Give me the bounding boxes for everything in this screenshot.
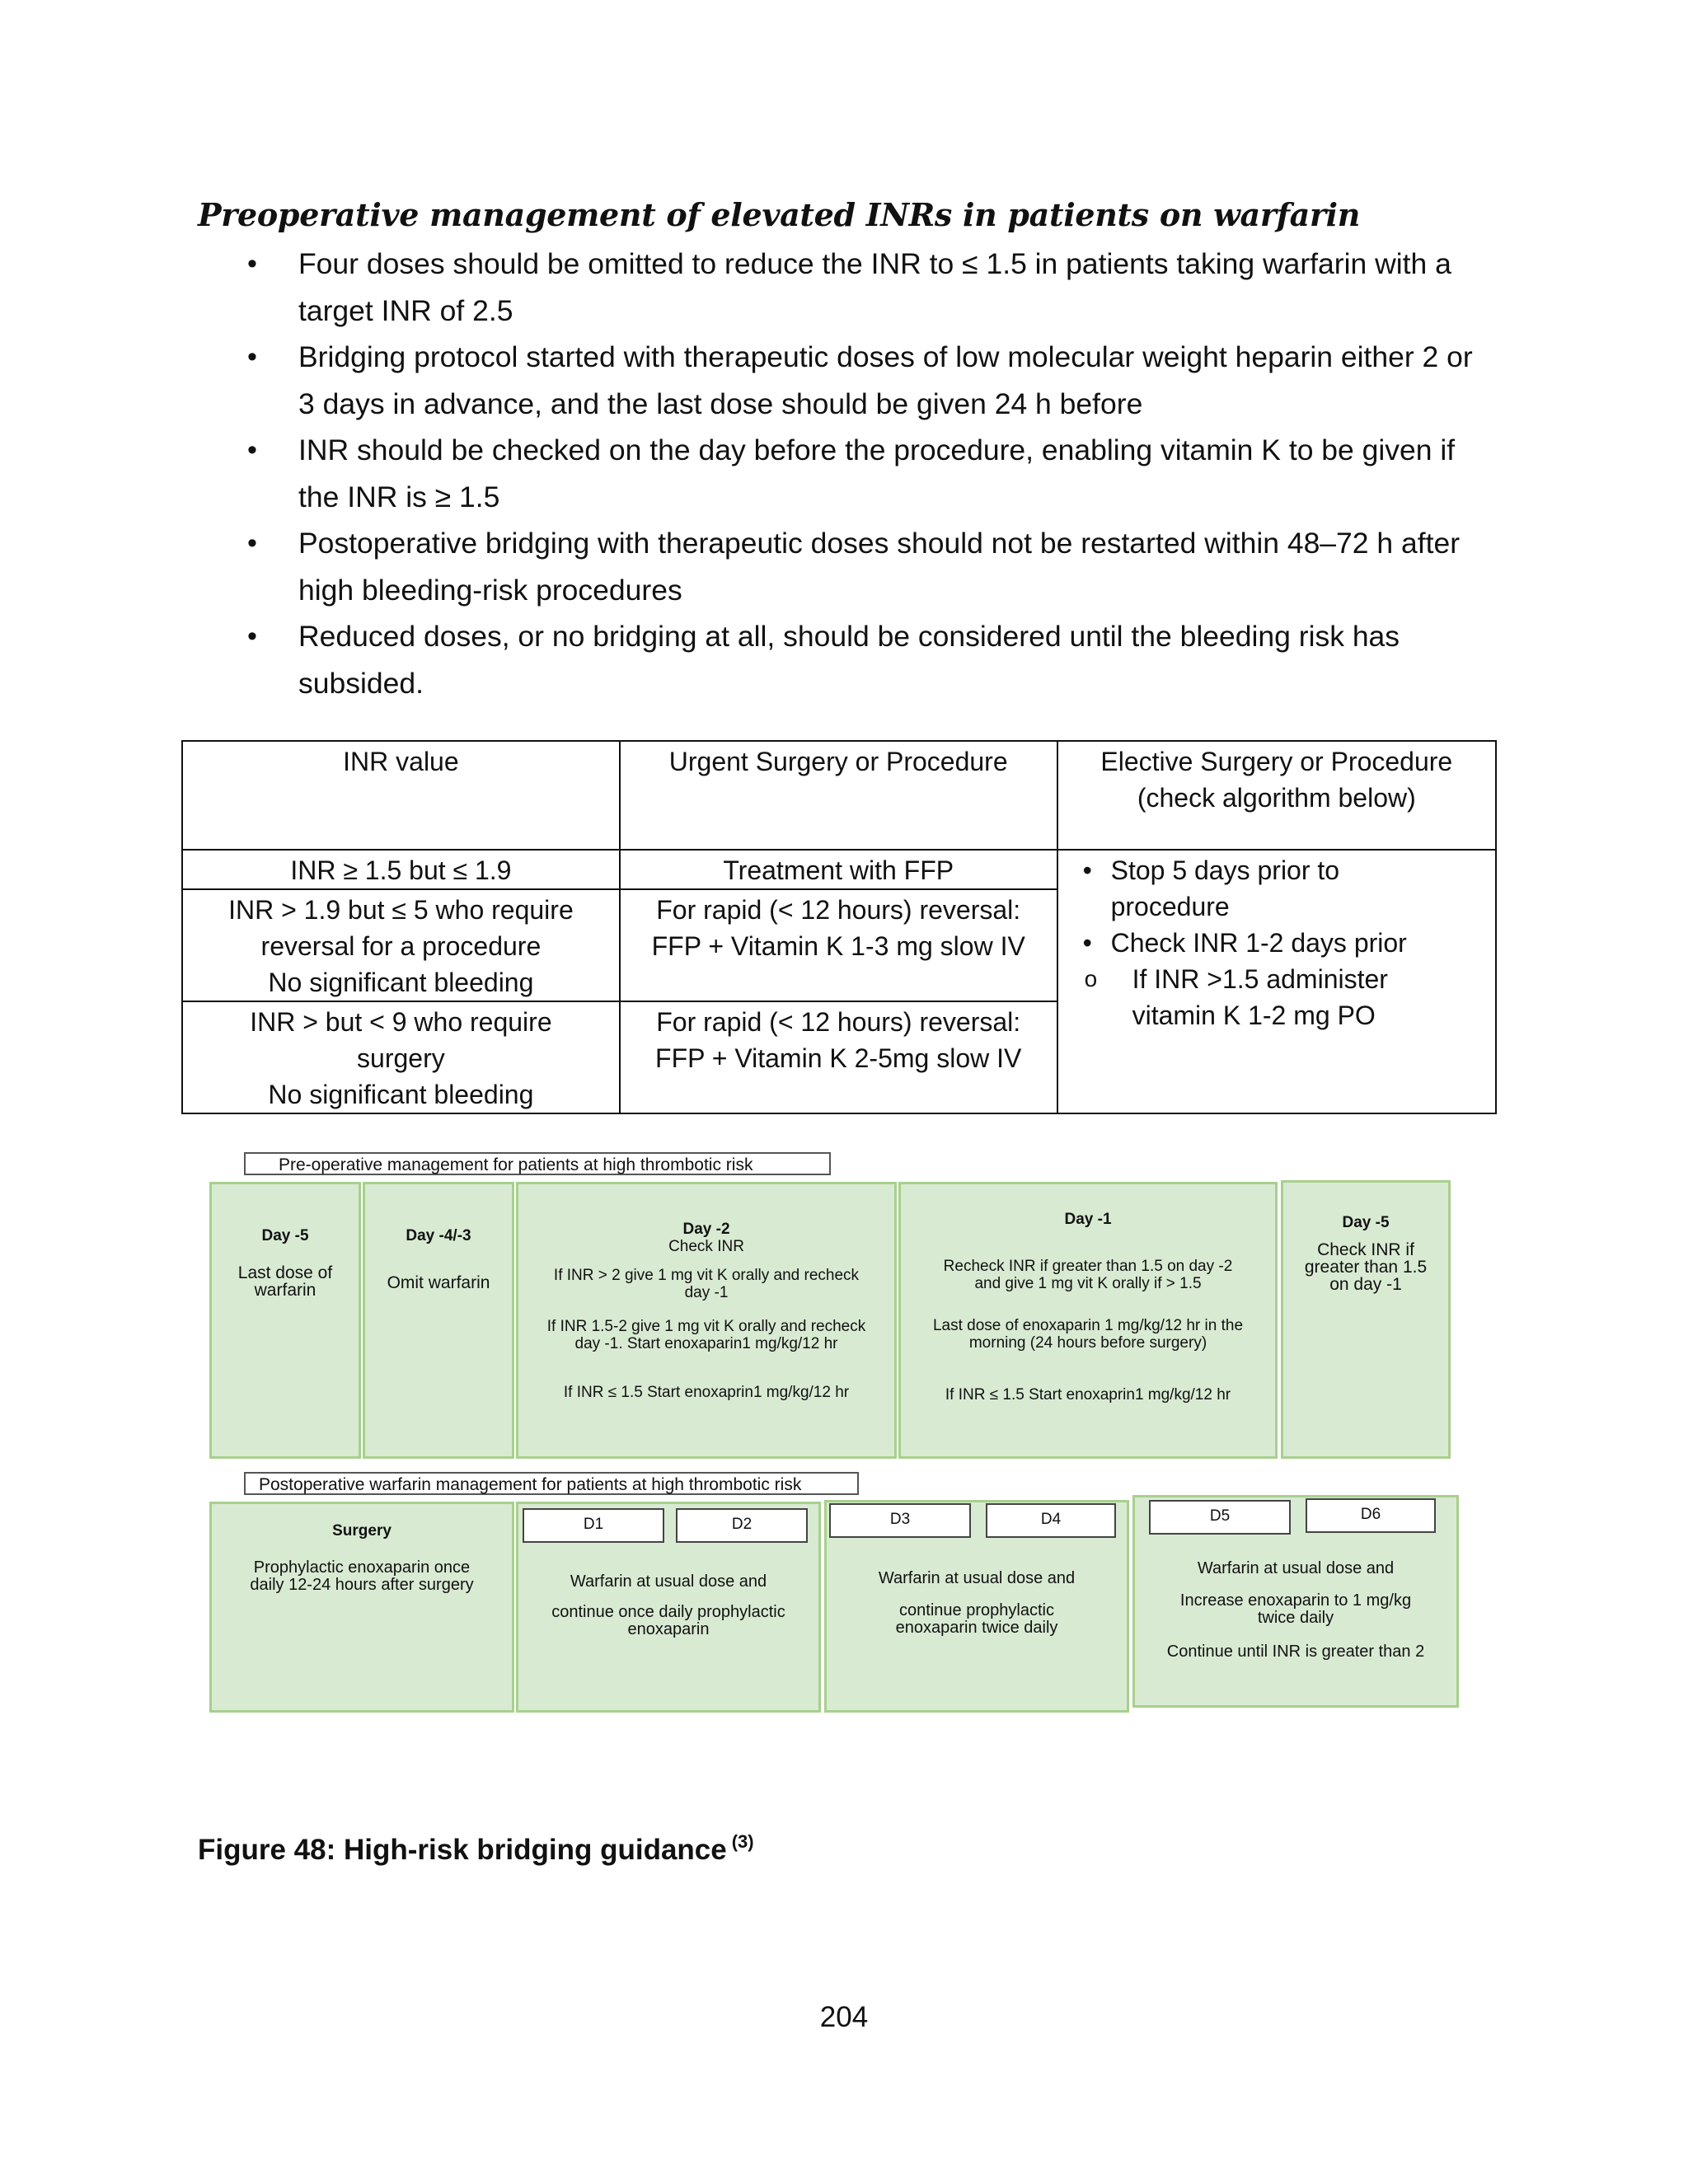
header-text: Urgent Surgery or Procedure [668, 747, 1008, 776]
day-label-d4: D4 [986, 1503, 1116, 1538]
table-row [182, 850, 1496, 889]
bullet-item: • Reduced doses, or no bridging at all, should be considered until the bleeding risk has subsided. [247, 613, 1484, 706]
preop-box-day-minus-4-3 [363, 1182, 514, 1459]
box-text: Last dose of [237, 1263, 333, 1282]
cell-urgent [620, 850, 1057, 889]
bullet-item: • Bridging protocol started with therapeutic doses of low molecular weight heparin either 2 or 3 days in advance, and the last dose should be given 24 h before [247, 334, 1484, 427]
cell-text: No significant bleeding [268, 1080, 534, 1109]
cell-text: surgery [357, 1043, 445, 1073]
box-text: greater than 1.5 [1304, 1258, 1428, 1277]
cell-inr [182, 850, 620, 889]
cell-urgent [620, 1001, 1057, 1113]
day-label-d3: D3 [829, 1503, 971, 1538]
box-day-label: Day -2 [682, 1221, 730, 1238]
box-text: Warfarin at usual dose and [1197, 1559, 1395, 1577]
box-day-label: Day -5 [1342, 1214, 1390, 1231]
header-subtext: (check algorithm below) [1137, 783, 1416, 813]
preop-box-day-minus-2 [516, 1182, 897, 1459]
bullet-item: • Postoperative bridging with therapeutic doses should not be restarted within 48–72 h after high bleeding-risk procedures [247, 520, 1484, 613]
box-text: If INR > 2 give 1 mg vit K orally and recheck [553, 1267, 860, 1284]
cell-inr [182, 1001, 620, 1113]
elective-item: • Check INR 1-2 days prior [1083, 925, 1484, 961]
box-text: warfarin [254, 1281, 316, 1300]
cell-text: INR > but < 9 who require [250, 1007, 552, 1037]
day-label-d5: D5 [1149, 1500, 1291, 1535]
guidance-bullet-list [247, 241, 1484, 706]
box-text: If INR ≤ 1.5 Start enoxaprin1 mg/kg/12 hr [563, 1384, 850, 1401]
elective-item: • Stop 5 days prior to procedure [1083, 852, 1484, 925]
inr-management-table [181, 740, 1497, 1114]
section-heading: Preoperative management of elevated INRs in patients on warfarin [198, 196, 1361, 233]
box-text: If INR ≤ 1.5 Start enoxaprin1 mg/kg/12 hr [945, 1386, 1231, 1404]
cell-text: Treatment with FFP [723, 855, 954, 885]
preop-box-day-minus-1 [898, 1182, 1278, 1459]
box-text: Warfarin at usual dose and [878, 1569, 1076, 1587]
header-inr-value [182, 741, 620, 850]
preop-band-title: Pre-operative management for patients at high thrombotic risk [244, 1152, 831, 1175]
box-text: and give 1 mg vit K orally if > 1.5 [974, 1275, 1202, 1292]
box-text: Increase enoxaparin to 1 mg/kg [1179, 1591, 1412, 1610]
box-text: enoxaparin [627, 1620, 710, 1638]
cell-text: No significant bleeding [268, 968, 534, 997]
cell-inr [182, 889, 620, 1001]
bullet-item: • Four doses should be omitted to reduce the INR to ≤ 1.5 in patients taking warfarin with a target INR of 2.5 [247, 241, 1484, 334]
header-urgent [620, 741, 1057, 850]
box-text: If INR 1.5-2 give 1 mg vit K orally and recheck [546, 1318, 866, 1335]
box-day-label: Day -5 [261, 1227, 309, 1244]
box-text: Omit warfarin [387, 1273, 490, 1292]
day-label-d1: D1 [523, 1508, 664, 1543]
box-text: Check INR [668, 1238, 744, 1255]
bullet-item: • INR should be checked on the day before the procedure, enabling vitamin K to be given if the INR is ≥ 1.5 [247, 427, 1484, 520]
box-text: Prophylactic enoxaparin once [253, 1558, 471, 1577]
header-text: INR value [343, 747, 459, 776]
box-text: day -1. Start enoxaparin1 mg/kg/12 hr [574, 1335, 838, 1352]
box-day-label: Day -1 [1064, 1211, 1112, 1228]
cell-text: reversal for a procedure [260, 931, 542, 961]
box-text: morning (24 hours before surgery) [968, 1334, 1207, 1352]
postop-box-surgery [209, 1502, 514, 1713]
preop-box-day-minus-5 [209, 1182, 361, 1459]
cell-elective [1057, 850, 1496, 1113]
elective-subitem: o If INR >1.5 administer vitamin K 1-2 mg PO [1083, 961, 1484, 1033]
figure-caption [198, 1831, 754, 1867]
box-text: Continue until INR is greater than 2 [1166, 1643, 1425, 1661]
cell-text: INR ≥ 1.5 but ≤ 1.9 [290, 855, 512, 885]
cell-text: For rapid (< 12 hours) reversal: [656, 895, 1021, 925]
box-text: Recheck INR if greater than 1.5 on day -2 [943, 1258, 1233, 1275]
box-text: day -1 [684, 1284, 729, 1301]
box-text: continue once daily prophylactic [551, 1603, 785, 1621]
postop-band-title: Postoperative warfarin management for patients at high thrombotic risk [244, 1472, 859, 1495]
box-text: continue prophylactic [899, 1601, 1054, 1619]
cell-text: For rapid (< 12 hours) reversal: [656, 1007, 1021, 1037]
day-label-d6: D6 [1306, 1498, 1436, 1533]
table-header-row [182, 741, 1496, 850]
caption-text: Figure 48: High-risk bridging guidance [198, 1834, 727, 1866]
caption-reference: (3) [731, 1831, 754, 1852]
box-text: Last dose of enoxaparin 1 mg/kg/12 hr in the [932, 1317, 1244, 1334]
box-text: Check INR if [1317, 1240, 1414, 1259]
day-label-d2: D2 [676, 1508, 808, 1543]
preop-box-day-minus-5-check [1281, 1180, 1451, 1459]
cell-text: FFP + Vitamin K 1-3 mg slow IV [651, 931, 1025, 961]
box-text: enoxaparin twice daily [895, 1619, 1058, 1637]
box-text: Warfarin at usual dose and [570, 1572, 767, 1591]
header-elective [1057, 741, 1496, 850]
box-text: daily 12-24 hours after surgery [250, 1576, 474, 1594]
box-text: on day -1 [1329, 1275, 1402, 1294]
cell-text: INR > 1.9 but ≤ 5 who require [228, 895, 574, 925]
cell-urgent [620, 889, 1057, 1001]
box-day-label: Surgery [332, 1522, 392, 1540]
box-day-label: Day -4/-3 [406, 1227, 471, 1244]
header-text: Elective Surgery or Procedure [1100, 747, 1453, 776]
cell-text: FFP + Vitamin K 2-5mg slow IV [655, 1043, 1022, 1073]
page-number: 204 [819, 2001, 869, 2033]
box-text: twice daily [1257, 1609, 1334, 1627]
